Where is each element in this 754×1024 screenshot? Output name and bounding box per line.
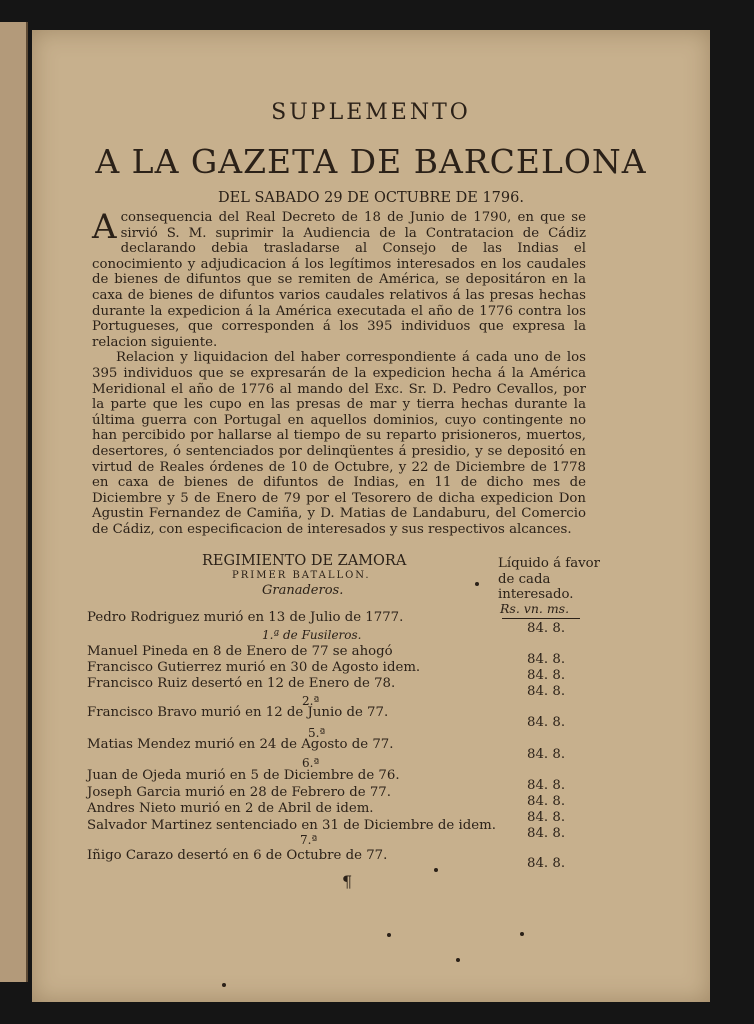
- ink-dot: [387, 933, 391, 937]
- intro-paragraph-1: [92, 207, 586, 350]
- table-row-name: Pedro Rodriguez murió en 13 de Julio de 1777.: [87, 610, 404, 625]
- company-subhead: 1.ª de Fusileros.: [262, 628, 362, 642]
- supplement-title: SUPLEMENTO: [271, 100, 471, 125]
- table-row-amount: 84. 8.: [527, 621, 566, 636]
- gazette-title: A LA GAZETA DE BARCELONA: [95, 142, 647, 181]
- company-subhead: 6.ª: [302, 756, 320, 770]
- table-row-amount: 84. 8.: [527, 668, 566, 683]
- amount-column-header: Líquido á favor de cada interesado.: [498, 556, 601, 603]
- table-row-amount: 84. 8.: [527, 747, 566, 762]
- table-row-name: Francisco Bravo murió en 12 de Junio de 77.: [87, 705, 389, 720]
- table-row-name: Matias Mendez murió en 24 de Agosto de 77.: [87, 737, 394, 752]
- company-subhead: 7.ª: [300, 833, 318, 847]
- table-row-name: Joseph Garcia murió en 28 de Febrero de 77.: [87, 785, 391, 800]
- facing-page-edge: [0, 22, 28, 982]
- table-row-amount: 84. 8.: [527, 652, 566, 667]
- table-row-name: Andres Nieto murió en 2 de Abril de idem.: [87, 801, 374, 816]
- company-subhead: 5.ª: [308, 726, 326, 740]
- dateline: DEL SABADO 29 DE OCTUBRE DE 1796.: [218, 190, 524, 206]
- table-row-amount: 84. 8.: [527, 794, 566, 809]
- table-row-name: Francisco Ruiz desertó en 12 de Enero de 78.: [87, 676, 396, 691]
- currency-header: Rs. vn. ms.: [500, 601, 570, 616]
- ink-dot: [222, 983, 226, 987]
- paragraph-mark: ¶: [342, 872, 353, 891]
- intro-paragraph-2: Relacion y liquidacion del haber correspondiente á cada uno de los 395 individuos que se expresarán de la expedicion hecha á la América Meridional el año de 1776 al mando del Exc. Sr. D. Pedro Cevallos, por la parte que les cupo en las presas de mar y tierra hechas durante la última guerra con Portugal en aquellos dominios, cuyo contingente no han percibido por hallarse al tiempo de su reparto prisioneros, muertos, desertores, ó sentenciados por delinqüentes á presidio, y se depositó en virtud de Reales órdenes de 10 de Octubre, y 22 de Diciembre de 1778 en caxa de bienes de difuntos de Indias, en 11 de dicho mes de Diciembre y 5 de Enero de 79 por el Tesorero de dicha expedicion Don Agustin Fernandez de Camiña, y D. Matias de Landaburu, del Comercio de Cádiz, con especificacion de interesados y sus respectivos alcances.: [92, 350, 586, 537]
- company-label: Granaderos.: [262, 583, 344, 598]
- intro-text: [92, 207, 586, 537]
- paragraph-1-text: consequencia del Real Decreto de 18 de Junio de 1790, en que se sirvió S. M. suprimir la Audiencia de la Contratacion de Cádiz declarando debia trasladarse al Consejo de las Indias el conocimiento y adjudicacion á los legítimos interesados en los caudales de bienes de difuntos que se remiten de América, se depositáron en la caxa de bienes de difuntos varios caudales relativos á las presas hechas durante la expedicion á la América executada el año de 1776 contra los Portugueses, que corresponden á los 395 individuos que expresa la relacion siguiente.: [92, 210, 586, 350]
- table-row-amount: 84. 8.: [527, 826, 566, 841]
- ink-dot: [456, 958, 460, 962]
- table-row-name: Francisco Gutierrez murió en 30 de Agosto idem.: [87, 660, 421, 675]
- ink-dot: [434, 868, 438, 872]
- ink-dot: [475, 582, 479, 586]
- table-row-name: Juan de Ojeda murió en 5 de Diciembre de 76.: [87, 768, 400, 783]
- regiment-title: REGIMIENTO DE ZAMORA: [202, 553, 407, 569]
- ink-dot: [520, 932, 524, 936]
- table-row-name: Salvador Martinez sentenciado en 31 de Diciembre de idem.: [87, 818, 496, 833]
- header-rule: [502, 618, 580, 619]
- battalion-label: PRIMER BATALLON.: [232, 570, 371, 581]
- table-row-amount: 84. 8.: [527, 684, 566, 699]
- newspaper-page: [32, 30, 710, 1002]
- table-row-name: Manuel Pineda en 8 de Enero de 77 se ahogó: [87, 644, 393, 659]
- table-row-name: Iñigo Carazo desertó en 6 de Octubre de 77.: [87, 848, 388, 863]
- table-row-amount: 84. 8.: [527, 715, 566, 730]
- drop-cap: A: [92, 207, 117, 247]
- table-row-amount: 84. 8.: [527, 856, 566, 871]
- table-row-amount: 84. 8.: [527, 778, 566, 793]
- table-row-amount: 84. 8.: [527, 810, 566, 825]
- company-subhead: 2.ª: [302, 694, 320, 708]
